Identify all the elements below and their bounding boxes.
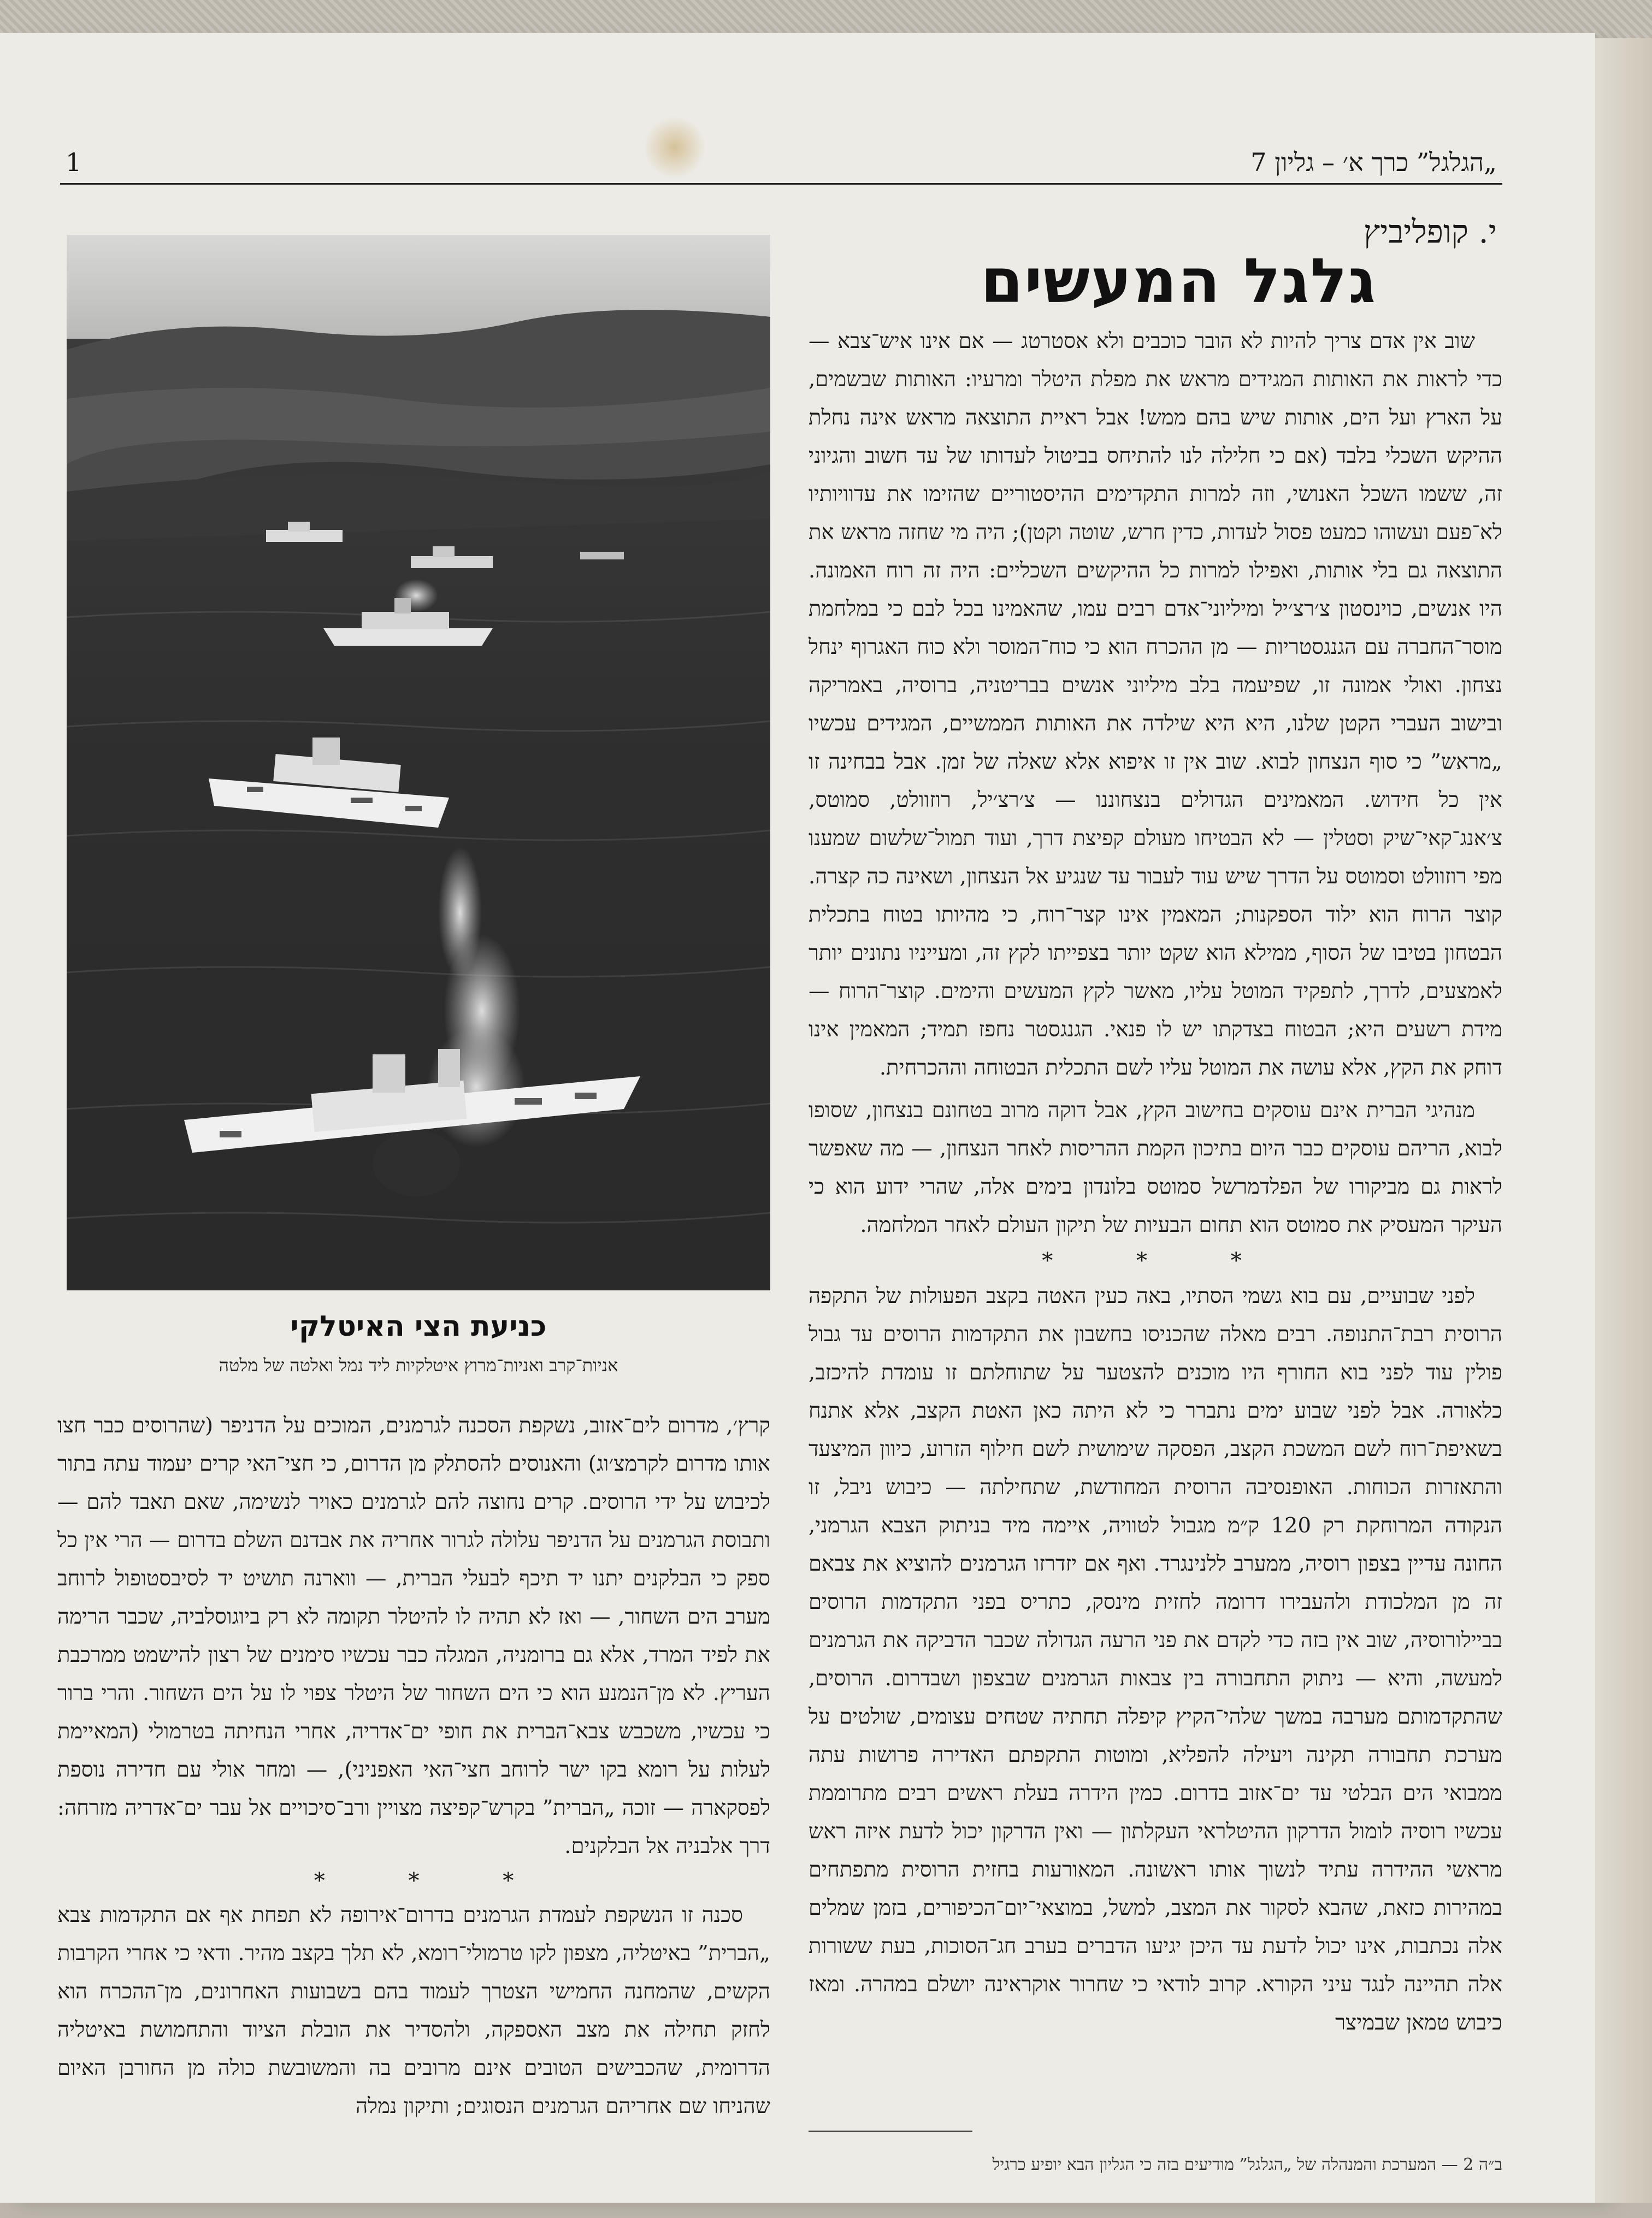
footnote-rule [809, 2131, 972, 2132]
article-title: גלגל המעשים [980, 246, 1377, 317]
left-column-article [57, 1407, 770, 2215]
article-paragraph: סכנה זו הנשקפת לעמדת הגרמנים בדרום־אירופה לא תפחת אף אם התקדמות צבא „הברית” באיטליה, מצפון לקו טרמולי־רומא, לא תלך בקצב מהיר. ודאי כי אחרי הקרבות הקשים, שהמחנה החמישי הצטרך לעמוד בהם בשבועות האחרונים, מן־ההכרח הוא לחזק תחילה את מצב האספקה, ולהסדיר את הובלת הציוד והתחמושת באיטליה הדרומית, שהכבישים הטובים אינם מרובים בה והמשובשת כולה מן החורבן האיום שהניחו שם אחריהם הגרמנים הנסוגים; ותיקון נמלה [57, 1903, 770, 2119]
header-rule [60, 183, 1502, 185]
page-number: 1 [66, 148, 82, 177]
warships-photo [67, 235, 770, 1290]
newspaper-page [0, 33, 1595, 2203]
article-paragraph: לפני שבועיים, עם בוא גשמי הסתיו, באה כעין האטה בקצב הפעולות של התקפה הרוסית רבת־התנופה. רבים מאלה שהכניסו בחשבון את התקדמות הרוסים עד גבול פולין עוד לפני בוא החורף היו מוכנים להצטער על שתוחלתם זו עומדת להיכזב, כלאורה. אבל לפני שבוע ימים נתברר כי לא היתה כאן האטת הקצב, אלא אתנח בשאיפת־רוח לשם המשכת הקצב, הפסקה שימושית לשם חילוף הזרוע, כיוון המיצעד והתאזרות הכוחות. האופנסיבה הרוסית המחודשת, שתחילתה — כיבוש ניבל, זו הנקודה המרוחקת רק 120 ק״מ מגבול לטוויה, איימה מיד בניתוק הצבא הגרמני, החונה עדיין בצפון רוסיה, ממערב ללנינגרד. ואף אם יזדרזו הגרמנים להוציא את צבאם זה מן המלכודת ולהעבירו דרומה לחזית מינסק, כתריס בפני התקדמות הרוסים בביילורוסיה, שוב אין בזה כדי לקדם את פני הרעה הגדולה שכבר הדביקה את הגרמנים למעשה, והיא — ניתוק התחבורה בין צבאות הגרמנים שבצפון ושבדרום. הרוסים, שהתקדמותם מערבה במשך שלהי־הקיץ קיפלה תחתיה שטחים עצומים, שולטים על מערכת תחבורה תקינה ויעילה להפליא, ומוטות התקפתם האדירה פרושות עתה ממבואי הים הבלטי עד ים־אזוב בדרום. כמין הידרה בעלת ראשים רבים מתרוממת עכשיו רוסיה לומול הדרקון ההיטלראי העקלתון — ואין הדרקון יכול לדעת איזה ראש מראשי ההידרה עתיד לנשוך אותו ראשונה. המאורעות בחזית הרוסית מתפתחים במהירות כזאת, שהבא לסקור את המצב, למשל, במוצאי־יום־הכיפורים, בזמן שמלים אלה נכתבות, אינו יכול לדעת עד היכן יגיעו הדברים בערב חג־הסוכות, בעת ששורות אלה תהיינה לנגד עיני הקורא. קרוב לודאי כי שחרור אוקראינה יושלם במהרה. ומאז כיבוש טמאן שבמיצר [809, 1284, 1502, 2035]
photo-caption: כניעת הצי האיטלקי [290, 1310, 547, 1343]
footnote: ב״ה 2 — המערכת והמנהלה של „הגלגל” מודיעים בזה כי הגליון הבא יופיע כרגיל [992, 2155, 1502, 2174]
section-divider: * * * [314, 1868, 552, 1893]
photo-subcaption: אניות־קרב ואניות־מרוץ איטלקיות ליד נמל ואלטה של מלטה [219, 1355, 618, 1376]
main-article [803, 197, 1502, 2218]
section-divider: * * * [1042, 1248, 1280, 1273]
article-paragraph: שוב אין אדם צריך להיות לא הובר כוכבים ולא אסטרטג — אם אינו איש־צבא — כדי לראות את האותות המגידים מראש את מפלת היטלר ומרעיו: האותות שבשמים, על הארץ ועל הים, אותות שיש בהם ממש! אבל ראיית התוצאה מראש אינה נחלת ההיקש השכלי בלבד (אם כי חלילה לנו להתיחס בביטול לעדותו של עד חשוב והגיוני זה, ששמו השכל האנושי, וזה למרות התקדימים ההיסטוריים שהזימו את עדוויותיו לא־פעם ועשוהו כמעט פסול לעדות, כדין חרש, שוטה וקטן); היה מי שחזה מראש את התוצאה גם בלי אותות, ואפילו למרות כל ההיקשים השכליים: היה זה רוח האמונה. היו אנשים, כוינסטון צ׳רצ׳יל ומיליוני־אדם רבים עמו, שהאמינו בכל לבם כי במלחמת מוסר־החברה עם הגנגסטריות — מן ההכרח הוא כי כוח־המוסר ולא כוח האגרוף ינחל נצחון. ואולי אמונה זו, שפיעמה בלב מיליוני אנשים בבריטניה, ברוסיה, באמריקה ובישוב העברי הקטן שלנו, היא היא שילדה את האותות הממשיים, המגידים עכשיו „מראש” כי סוף הנצחון לבוא. שוב אין זו איפוא אלא שאלה של זמן. אבל בבחינה זו אין כל חידוש. המאמינים הגדולים בנצחוננו — צ׳רצ׳יל, רוזוולט, סמוטס, צ׳אנג־קאי־שיק וסטלין — לא הבטיחו מעולם קפיצת דרך, ועוד תמול־שלשום שמענו מפי רוזוולט וסמוטס על הדרך שיש עוד לעבור עד שנגיע אל הנצחון, ושאינה כה קצרה. קוצר הרוח הוא ילוד הספקנות; המאמין אינו קצר־רוח, כי מהיותו בטוח בתכלית הבטחון בטיבו של הסוף, ממילא הוא שקט יותר בצפייתו לקץ זה, ומעייניו נתונים יותר לאמצעים, לדרך, לתפקיד המוטל עליו, מאשר לקץ המעשים והימים. קוצר־הרוח — מידת רשעים היא; הבטוח בצדקתו יש לו פנאי. הגנגסטר נחפז תמיד; המאמין אינו דוחק את הקץ, אלא עושה את המוטל עליו לשם התכלית הבטוחה וההכרחית. [809, 329, 1502, 1080]
paper-stain [645, 115, 705, 180]
article-paragraph: קרץ׳, מדרום לים־אזוב, נשקפת הסכנה לגרמנים, המוכים על הדניפר (שהרוסים כבר חצו אותו מדרום לקרמצ׳וג) והאנוסים להסתלק מן הדרום, כי חצי־האי קרים יעמוד עתה בתור לכיבוש על ידי הרוסים. קרים נחוצה להם לגרמנים כאויר לנשימה, שאם תאבד להם — ותבוסת הגרמנים על הדניפר עלולה לגרור אחריה את אבדנם השלם בדרום — הרי אין כל ספק כי הבלקנים יתנו יד תיכף לבעלי הברית, — ווארנה תושיט יד לסיבסטופול לרוחב מערב הים השחור, — ואז לא תהיה לו להיטלר תקומה לא רק ביוגוסלביה, שכבר הרימה את לפיד המרד, אלא גם ברומניה, המגלה כבר עכשיו סימנים של רצון להישמט ממרכבת העריץ. לא מן־הנמנע הוא כי הים השחור של היטלר צפוי לו על הים השחור. והרי ברור כי עכשיו, משכבש צבא־הברית את חופי ים־אדריה, אחרי הנחיתה בטרמולי (המאיימת לעלות על רומא בקו ישר לרוחב חצי־האי האפניני), — ומחר אולי עם חדירה נוספת לפסקארה — זוכה „הברית” בקרש־קפיצה מצויין ורב־סיכויים אל עבר ים־אדריה מזרחה: דרך אלבניה אל הבלקנים. [57, 1413, 770, 1859]
article-paragraph: מנהיגי הברית אינם עוסקים בחישוב הקץ, אבל דוקה מרוב בטחונם בנצחון, שסופו לבוא, הריהם עוסקים כבר היום בתיכון הקמת ההריסות לאחר הנצחון, — מה שאפשר לראות גם מביקורו של הפלדמרשל סמוטס בלונדון בימים אלה, שהרי ידוע הוא כי העיקר המעסיק את סמוטס הוא תחום הבעיות של תיקון העולם לאחר המלחמה. [809, 1098, 1502, 1237]
article-body [809, 322, 1502, 2046]
author-byline: י. קופליביץ [1363, 213, 1497, 250]
issue-header: „הגלגל” כרך א׳ – גליון 7 [1250, 148, 1497, 177]
